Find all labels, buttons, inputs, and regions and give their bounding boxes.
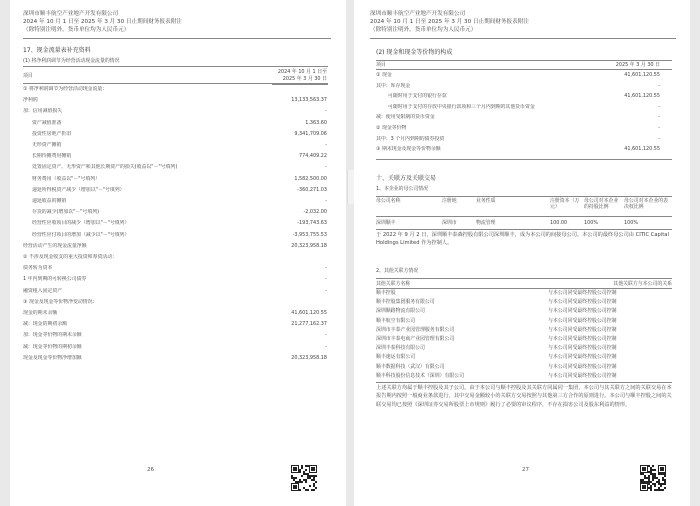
other-table-bottom-rule xyxy=(376,382,672,383)
section2-title: 十、关联方及关联交易 xyxy=(376,175,437,182)
header-company: 深圳市顺丰航空产业地产开发有限公司 xyxy=(23,11,119,17)
table-header-rule xyxy=(376,69,672,70)
header-currency-note: （除特别注明外，货币单位均为人民币元） xyxy=(370,27,477,33)
table-top-rule xyxy=(376,60,672,61)
page-header xyxy=(23,10,346,34)
header-currency-note: （除特别注明外，货币单位均为人民币元） xyxy=(23,27,130,33)
table-row-label: 递延所得税资产减少（增加以"－"号填列） xyxy=(32,186,125,193)
document-page-left xyxy=(10,0,346,506)
table-row: 与本公司同受最终控股公司控制 xyxy=(548,354,617,361)
parent-table-cell: 100% xyxy=(624,220,638,226)
table-top-rule xyxy=(23,66,328,67)
table-row-value: - xyxy=(658,103,660,110)
table-row-label: 加：信用减值损失 xyxy=(23,108,63,115)
table-row-value: 9,341,709.06 xyxy=(294,130,327,137)
table-row-value: - xyxy=(325,108,327,115)
table-row-value: - xyxy=(325,164,327,171)
parent-note-paragraph: 于 2022 年 9 月 2 日，深圳顺丰泰森控股有限公司深圳顺丰，成为本公司的间接母公司。本公司的最终母公司由 CITIC Capital Holdings Limited 作为控制人。 xyxy=(376,232,669,247)
table-row-label: 长期待摊费用摊销 xyxy=(32,153,72,160)
table-row: 与本公司同受最终控股公司控制 xyxy=(548,372,617,379)
other-table-header-rule xyxy=(376,288,672,289)
table-row-label: 可随时用于支付的银行存款 xyxy=(388,93,447,100)
table-row-value: - xyxy=(325,198,327,204)
table-row-label: 1 年内到期的可转换公司债券 xyxy=(23,276,87,283)
parent-table-header: 母公司对本企业的表决权比例 xyxy=(624,198,669,210)
other-table-header-name: 其他关联方名称 xyxy=(376,281,411,287)
table-row: 顺丰控股集团服务有限公司 xyxy=(376,299,435,306)
table-row: 与本公司同受最终控股公司控制 xyxy=(548,308,617,315)
table-row-label: ② 现金等价物 xyxy=(376,125,407,131)
table-row-label: 现金及现金等价物净增加额 xyxy=(23,354,82,361)
table-row: 深圳丰泰科技有限公司 xyxy=(376,345,425,352)
table-row-label: ③ 现金及现金等价物净变动情况： xyxy=(23,298,98,305)
table-row: 顺丰科技股份信息技术（深圳）有限公司 xyxy=(376,372,465,379)
col-header-item: 项目 xyxy=(376,62,386,68)
table-row-value: - xyxy=(658,82,660,89)
parent-table-cell: 100.00 xyxy=(550,220,568,226)
table-row-label: ① 将净利润调节为经营活动现金流量： xyxy=(23,86,108,92)
table-row-value: -193,743.63 xyxy=(297,220,327,227)
parent-table-header: 业务性质 xyxy=(476,198,496,204)
table-row-value: -3,953,755.53 xyxy=(292,231,327,238)
page-header xyxy=(370,10,690,34)
other-table-header-relation: 其他关联方与本公司的关系 xyxy=(613,281,672,287)
col-header-item: 项目 xyxy=(23,73,33,79)
table-row-value: - xyxy=(325,332,327,339)
table-row-label: 加：现金等价物的期末余额 xyxy=(23,332,82,339)
table-row-label: 净利润 xyxy=(23,97,38,104)
header-rule xyxy=(370,38,676,39)
table-row-label: 经营性应付项目的增加（减少以"－"号填列） xyxy=(32,231,130,238)
header-rule xyxy=(23,38,331,39)
parent-company-subtitle: 1、本企业的母公司情况 xyxy=(376,186,429,192)
table-row-label: 其中：3 个月内到期的债券投资 xyxy=(376,135,445,142)
table-row-value: - xyxy=(325,142,327,148)
table-row-label: 资产减值准备 xyxy=(32,119,62,126)
subsection-title: (1) 将净利润调节为经营活动现金流量的情况 xyxy=(23,58,120,64)
header-period: 2024 年 10 月 1 日至 2025 年 3 月 30 日止期间财务报表附注 xyxy=(23,19,182,25)
parent-table-header-rule xyxy=(376,216,672,217)
header-company: 深圳市顺丰航空产业地产开发有限公司 xyxy=(370,11,466,17)
table-row-value: - xyxy=(658,114,660,121)
table-row: 顺丰速运有限公司 xyxy=(376,354,416,361)
table-row-label: 现金的期末余额 xyxy=(23,310,58,316)
table-row-label: 减：使用受限制的货币资金 xyxy=(376,114,435,121)
table-row: 与本公司同受最终控股公司控制 xyxy=(548,345,617,352)
parent-table-header: 注册地 xyxy=(442,198,457,204)
table-row-value: 41,601,120.55 xyxy=(291,310,327,316)
related-party-note-paragraph: 上述关联方均属于顺丰控股及其子公司。由于本公司与顺丰控股及其关联方同属同一集团，本公司与其关联方之间的关联交易在本报告期内按照一般商业条款进行，其中交易金额较小的关联方交易按照与其他第三方合作的原则进行。本公司与顺丰控股之间的关联交易均已按照《深圳证券交易所股票上市规则》履行了必要的审议程序，不存在损害公司及股东利益的情形。 xyxy=(376,385,672,408)
other-table-top-rule xyxy=(376,278,672,279)
col-header-date: 2025 年 3 月 30 日 xyxy=(615,62,660,68)
table-row-value: - xyxy=(325,265,327,272)
table-row-value: 1,363.60 xyxy=(305,119,327,126)
parent-table-top-rule xyxy=(376,196,672,197)
parent-table-cell: 物流管理 xyxy=(476,220,496,226)
table-row-value: 774,409.22 xyxy=(298,153,327,160)
table-row-label: 递延收益的摊销 xyxy=(32,198,67,204)
table-row-label: ③ 期末现金及现金等价物余额 xyxy=(376,146,441,153)
table-row-value: 1,582,500.00 xyxy=(294,175,327,182)
parent-table-cell: 100% xyxy=(584,220,598,226)
table-row-label: ① 现金 xyxy=(376,72,392,78)
table-row: 与本公司同受最终控股公司控制 xyxy=(548,299,617,306)
table-row: 与本公司同受最终控股公司控制 xyxy=(548,290,617,296)
qr-code-icon xyxy=(291,465,317,491)
table-row-label: 融资租入固定资产 xyxy=(23,287,63,294)
table-row: 顺丰航空有限公司 xyxy=(376,317,416,324)
table-row: 顺丰数据科技（武汉）有限公司 xyxy=(376,363,445,370)
page-number: 27 xyxy=(522,467,529,473)
table-row-label: 其中：库存现金 xyxy=(376,82,411,89)
table-row: 顺丰控股 xyxy=(376,290,396,296)
table-header-double-rule xyxy=(272,84,328,85)
other-related-subtitle: 2、其他关联方情况 xyxy=(376,268,419,274)
parent-table-bottom-rule xyxy=(376,229,672,230)
seam-stamp xyxy=(347,170,354,204)
table-row: 与本公司同受最终控股公司控制 xyxy=(548,363,617,370)
parent-table-header: 注册资本（万元） xyxy=(550,198,580,210)
table-row-label: 经营活动产生的现金流量净额 xyxy=(23,242,87,249)
section-title: 17、现金流量表补充资料 xyxy=(23,47,91,54)
table-row-value: - xyxy=(658,135,660,142)
header-period: 2024 年 10 月 1 日至 2025 年 3 月 30 日止期间财务报表附注 xyxy=(370,19,529,25)
table-row-label: 无形资产摊销 xyxy=(32,142,62,148)
table-row-label: 可随时用于支付的存放中央银行款项和三个月内到期的其他货币资金 xyxy=(388,103,535,110)
table-row-value: 13,133,563.37 xyxy=(291,97,327,104)
table-row-label: 处置固定资产、无形资产和其他长期资产的损失(收益以"－"号填列) xyxy=(32,164,178,171)
col-header-period-1: 2024 年 10 月 1 日至 xyxy=(277,69,327,75)
table-row: 深圳顺路物流有限公司 xyxy=(376,308,425,315)
table-row-value: -2,032.00 xyxy=(303,209,327,216)
table-row: 深圳市丰泰产业园管理服务有限公司 xyxy=(376,326,455,333)
section-title: (2) 现金和现金等价物的构成 xyxy=(376,49,453,56)
table-row-label: ② 不涉及现金收支的重大投资和筹资活动： xyxy=(23,254,117,260)
document-page-right xyxy=(354,0,690,506)
table-row-label: 财务费用（收益以"－"号填列） xyxy=(32,175,101,182)
table-row: 与本公司同受最终控股公司控制 xyxy=(548,336,617,342)
table-row-label: 减：现金的期初余额 xyxy=(23,321,68,328)
table-row-value: 41,601,120.55 xyxy=(624,146,660,153)
table-row-value: 41,601,120.55 xyxy=(624,93,660,100)
table-bottom-rule xyxy=(376,159,672,160)
col-header-period-2: 2025 年 3 月 30 日 xyxy=(282,76,327,82)
table-row-label: 存货的减少(增加以"－"号填列) xyxy=(32,209,100,216)
table-row: 深圳市丰泰电商产业园管理有限公司 xyxy=(376,336,455,342)
table-row-value: - xyxy=(325,343,327,350)
qr-code-icon xyxy=(640,465,666,491)
table-row: 与本公司同受最终控股公司控制 xyxy=(548,317,617,324)
table-row-label: 投资性房地产折旧 xyxy=(32,130,72,137)
page-number: 26 xyxy=(147,467,154,473)
parent-table-cell: 深圳市 xyxy=(442,220,457,226)
table-row-label: 债务转为资本 xyxy=(23,265,53,272)
table-row-value: - xyxy=(325,276,327,283)
table-row-label: 经营性应收项目的减少（增加以"－"号填列） xyxy=(32,220,130,227)
table-row-value: 20,323,958.18 xyxy=(291,242,327,249)
table-row-value: -360,271.03 xyxy=(297,186,327,193)
table-row-label: 减：现金等价物的期初余额 xyxy=(23,343,82,350)
table-row-value: 41,601,120.55 xyxy=(624,72,660,78)
table-row: 与本公司同受最终控股公司控制 xyxy=(548,326,617,333)
parent-table-header: 母公司名称 xyxy=(376,198,401,204)
parent-table-header: 母公司对本企业的持股比例 xyxy=(584,198,619,210)
table-row-value: - xyxy=(325,287,327,294)
parent-table-cell: 深圳顺丰 xyxy=(376,220,396,226)
table-row-value: - xyxy=(658,125,660,131)
table-row-value: 21,277,162.37 xyxy=(291,321,327,328)
table-row-value: 20,323,958.18 xyxy=(291,354,327,361)
